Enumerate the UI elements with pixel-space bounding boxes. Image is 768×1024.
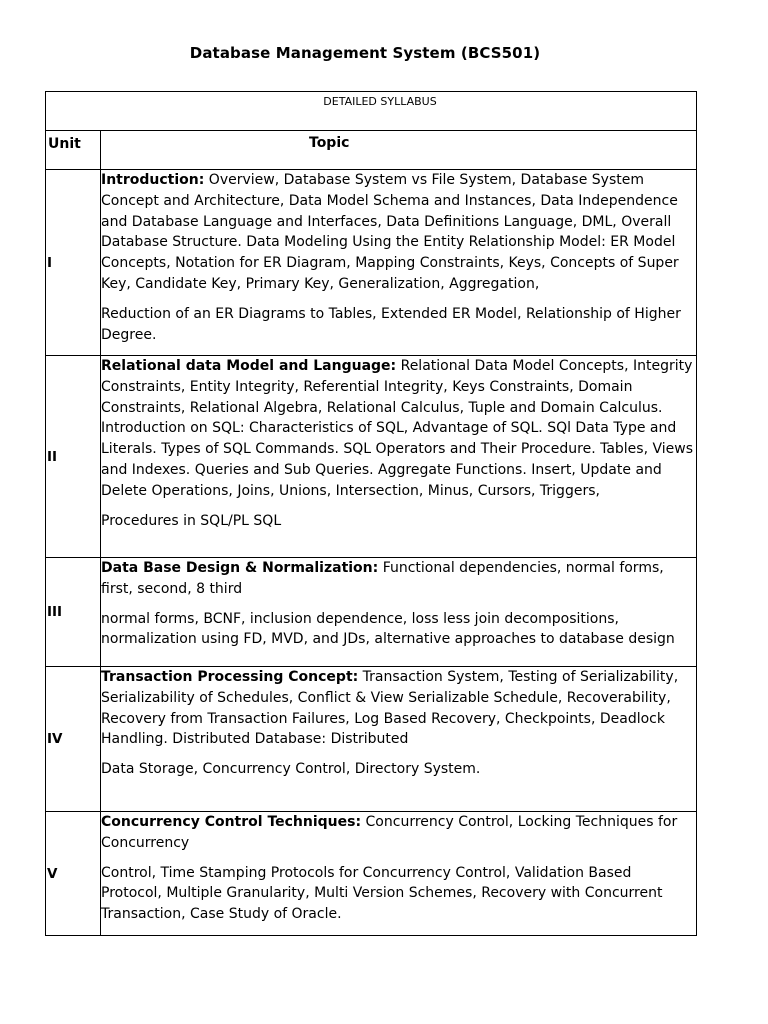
unit-header xyxy=(46,131,101,170)
topic-paragraph-continued: Data Storage, Concurrency Control, Directory System. xyxy=(101,761,481,778)
topic-paragraph-continued: Procedures in SQL/PL SQL xyxy=(101,512,282,529)
topic-heading: Data Base Design & Normalization: xyxy=(101,560,379,576)
topic-cell xyxy=(101,667,697,812)
topic-paragraph-continued: normal forms, BCNF, inclusion dependence, loss less join decompositions, normalization using FD, MVD, and JDs, alternative approaches to database design xyxy=(101,610,675,648)
unit-cell xyxy=(46,812,101,936)
unit-number: II xyxy=(47,448,58,465)
topic-text: Overview, Database System vs File System, Database System Concept and Architecture, Data Model Schema and Instances, Data Independence and Database Language and Interfaces, Data Definitions Language, DML, Overall Database Structure. Data Modeling Using the Entity Relationship Model: ER Model Concepts, Notation for ER Diagram, Mapping Constraints, Keys, Concepts of Super Key, Candidate Key, Primary Key, Generalization, Aggregation, xyxy=(101,172,679,292)
topic-header xyxy=(101,131,697,170)
topic-cell xyxy=(101,558,697,667)
table-row xyxy=(46,170,697,356)
topic-text: Functional dependencies, normal forms, first, second, 8 third xyxy=(101,560,664,597)
topic-heading: Concurrency Control Techniques: xyxy=(101,814,362,830)
unit-number: III xyxy=(47,604,63,620)
table-row xyxy=(46,812,697,936)
unit-header-label: Unit xyxy=(48,136,81,152)
table-row xyxy=(46,558,697,667)
topic-paragraph-continued: Reduction of an ER Diagrams to Tables, Extended ER Model, Relationship of Higher Degree. xyxy=(101,305,681,343)
topic-heading: Transaction Processing Concept: xyxy=(101,669,359,685)
unit-number: V xyxy=(47,865,58,882)
syllabus-banner: DETAILED SYLLABUS xyxy=(323,95,437,108)
header-row xyxy=(46,131,697,170)
topic-paragraph xyxy=(101,558,696,600)
unit-number: IV xyxy=(47,731,63,747)
topic-text: Concurrency Control, Locking Techniques for Concurrency xyxy=(101,814,678,851)
unit-cell xyxy=(46,356,101,558)
topic-paragraph-continued: Control, Time Stamping Protocols for Concurrency Control, Validation Based Protocol, Multiple Granularity, Multi Version Schemes, Recovery with Concurrent Transaction, Case Study of Oracle. xyxy=(101,864,663,923)
topic-header-label: Topic xyxy=(309,135,350,151)
unit-cell xyxy=(46,170,101,356)
topic-paragraph xyxy=(101,667,696,750)
topic-cell xyxy=(101,812,697,936)
topic-cell xyxy=(101,356,697,558)
page-title: Database Management System (BCS501) xyxy=(189,44,541,62)
topic-heading: Introduction: xyxy=(101,172,205,188)
topic-paragraph xyxy=(101,170,696,295)
unit-number: I xyxy=(47,254,53,271)
topic-text: Relational Data Model Concepts, Integrity Constraints, Entity Integrity, Referential Integrity, Keys Constraints, Domain Constraints, Relational Algebra, Relational Calculus, Tuple and Domain Calculus. Introduction on SQL: Characteristics of SQL, Advantage of SQL. SQl Data Type and Literals. Types of SQL Commands. SQL Operators and Their Procedure. Tables, Views and Indexes. Queries and Sub Queries. Aggregate Functions. Insert, Update and Delete Operations, Joins, Unions, Intersection, Minus, Cursors, Triggers, xyxy=(101,358,694,499)
table-row xyxy=(46,667,697,812)
topic-paragraph xyxy=(101,356,696,502)
unit-cell xyxy=(46,558,101,667)
table-row xyxy=(46,356,697,558)
topic-text: Transaction System, Testing of Serializability, Serializability of Schedules, Conflict & View Serializable Schedule, Recoverability, Recovery from Transaction Failures, Log Based Recovery, Checkpoints, Deadlock Handling. Distributed Database: Distributed xyxy=(101,669,679,748)
topic-heading: Relational data Model and Language: xyxy=(101,358,397,374)
syllabus-table xyxy=(45,91,697,936)
topic-paragraph xyxy=(101,812,696,854)
banner-cell xyxy=(46,92,697,131)
topic-cell xyxy=(101,170,697,356)
unit-cell xyxy=(46,667,101,812)
banner-row xyxy=(46,92,697,131)
